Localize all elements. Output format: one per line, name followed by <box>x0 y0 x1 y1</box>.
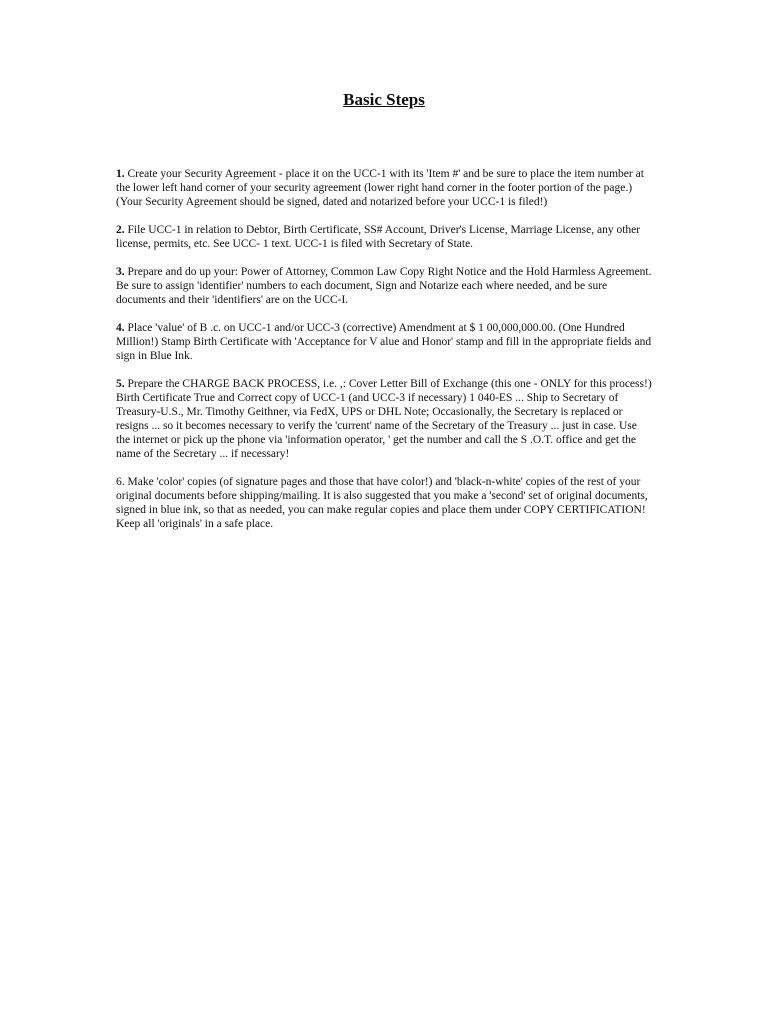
step-number: 6. <box>116 476 125 488</box>
step-number: 4. <box>116 322 125 334</box>
step-text: Place 'value' of B .c. on UCC-1 and/or UCC-3 (corrective) Amendment at $ 1 00,000,000.00. (One Hundred Million!) Stamp Birth Certificate with 'Acceptance for V alue and Honor' stamp and fill in the appropriate fields and sign in Blue Ink. <box>116 322 652 362</box>
step-5 <box>116 377 652 461</box>
step-text: File UCC-1 in relation to Debtor, Birth Certificate, SS# Account, Driver's License, Marriage License, any other license, permits, etc. See UCC- 1 text. UCC-1 is filed with Secretary of State. <box>116 224 641 250</box>
step-number: 3. <box>116 266 125 278</box>
step-text: Make 'color' copies (of signature pages and those that have color!) and 'black-n-white' copies of the rest of your original documents before shipping/mailing. It is also suggested that you make a 'second' set of original documents, signed in blue ink, so that as needed, you can make regular copies and place them under COPY CERTIFICATION! Keep all 'originals' in a safe place. <box>116 476 648 530</box>
page-title: Basic Steps <box>343 90 425 109</box>
step-2 <box>116 223 652 251</box>
step-text: Prepare and do up your: Power of Attorney, Common Law Copy Right Notice and the Hold Harmless Agreement. Be sure to assign 'identifier' numbers to each document, Sign and Notarize each where needed, and be sure documents and their 'identifiers' are on the UCC-I. <box>116 266 652 306</box>
steps-list <box>116 167 652 545</box>
step-3 <box>116 265 652 307</box>
step-number: 2. <box>116 224 125 236</box>
step-1 <box>116 167 652 209</box>
step-number: 1. <box>116 168 125 180</box>
step-text: Prepare the CHARGE BACK PROCESS, i.e. ,: Cover Letter Bill of Exchange (this one - ONLY for this process!) Birth Certificate True and Correct copy of UCC-1 (and UCC-3 if necessary) 1 040-ES ... Ship to Secretary of Treasury-U.S., Mr. Timothy Geithner, via FedX, UPS or DHL Note; Occasionally, the Secretary is replaced or resigns ... so it becomes necessary to verify the 'current' name of the Secretary of the Treasury ... just in case. Use the internet or pick up the phone via 'information operator, ' get the number and call the S .O.T. office and get the name of the Secretary ... if necessary! <box>116 378 652 460</box>
step-6 <box>116 475 652 531</box>
step-number: 5. <box>116 378 125 390</box>
step-text: Create your Security Agreement - place it on the UCC-1 with its 'Item #' and be sure to place the item number at the lower left hand corner of your security agreement (lower right hand corner in the footer portion of the page.) (Your Security Agreement should be signed, dated and notarized before your UCC-1 is filed!) <box>116 168 644 208</box>
step-4 <box>116 321 652 363</box>
